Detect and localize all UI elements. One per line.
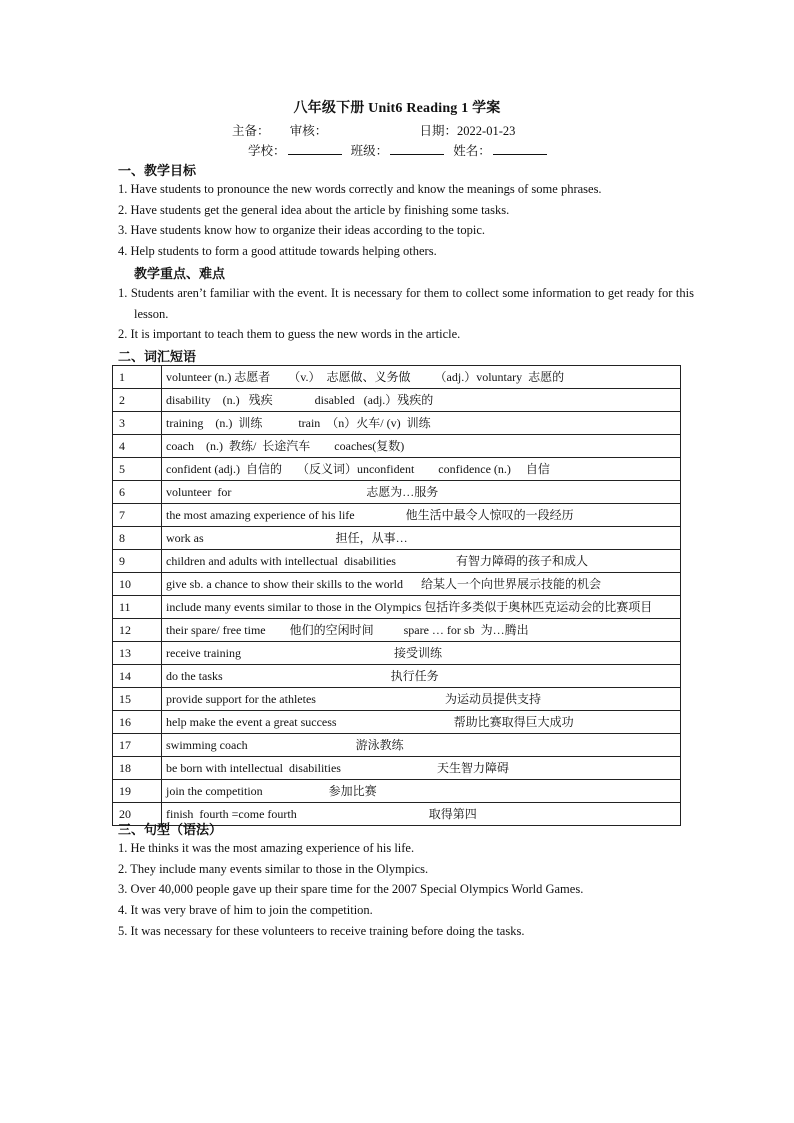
row-content: receive training 接受训练: [162, 642, 681, 665]
section-heading-vocabulary: 二、词汇短语: [118, 350, 197, 365]
date-text: 日期：2022-01-23: [419, 124, 516, 138]
student-info-line: [248, 141, 553, 159]
row-content: be born with intellectual disabilities 天生智力障碍: [162, 757, 681, 780]
row-number: 10: [113, 573, 162, 596]
row-content: volunteer (n.) 志愿者 （v.） 志愿做、义务做 （adj.）voluntary 志愿的: [162, 366, 681, 389]
row-number: 9: [113, 550, 162, 573]
table-row: [113, 780, 681, 803]
row-number: 3: [113, 412, 162, 435]
table-row: [113, 481, 681, 504]
section-heading-objectives: 一、教学目标: [118, 164, 197, 179]
sentence-item: 4. It was very brave of him to join the competition.: [118, 903, 373, 917]
table-row: [113, 527, 681, 550]
row-content: do the tasks 执行任务: [162, 665, 681, 688]
table-row: [113, 688, 681, 711]
sentence-item: 1. He thinks it was the most amazing experience of his life.: [118, 841, 415, 855]
row-content: volunteer for 志愿为…服务: [162, 481, 681, 504]
row-content: training (n.) 训练 train （n）火车/ (v) 训练: [162, 412, 681, 435]
sentence-item: 5. It was necessary for these volunteers to receive training before doing the tasks.: [118, 924, 525, 938]
row-number: 19: [113, 780, 162, 803]
key-point-item: 2. It is important to teach them to guess the new words in the article.: [118, 327, 461, 341]
reviewer-label: 审核：: [289, 124, 328, 138]
row-number: 12: [113, 619, 162, 642]
row-number: 11: [113, 596, 162, 619]
row-number: 15: [113, 688, 162, 711]
row-number: 6: [113, 481, 162, 504]
row-number: 17: [113, 734, 162, 757]
sentence-item: 2. They include many events similar to those in the Olympics.: [118, 862, 429, 876]
row-content: join the competition 参加比赛: [162, 780, 681, 803]
table-row: [113, 412, 681, 435]
document-title: 八年级下册 Unit6 Reading 1 学案: [293, 101, 501, 116]
objective-item: 4. Help students to form a good attitude towards helping others.: [118, 244, 437, 258]
objective-item: 3. Have students know how to organize their ideas according to the topic.: [118, 223, 486, 237]
table-row: [113, 711, 681, 734]
row-number: 13: [113, 642, 162, 665]
row-number: 16: [113, 711, 162, 734]
row-number: 2: [113, 389, 162, 412]
school-blank[interactable]: [288, 142, 342, 155]
school-label: 学校：: [248, 144, 286, 158]
row-number: 1: [113, 366, 162, 389]
row-content: provide support for the athletes 为运动员提供支持: [162, 688, 681, 711]
row-number: 14: [113, 665, 162, 688]
row-number: 8: [113, 527, 162, 550]
name-label: 姓名：: [453, 144, 491, 158]
key-point-item: 1. Students aren’t familiar with the event. It is necessary for them to collect some information to get ready for this lesson.: [118, 286, 694, 321]
row-number: 5: [113, 458, 162, 481]
sentence-item: 3. Over 40,000 people gave up their spare time for the 2007 Special Olympics World Games.: [118, 882, 584, 896]
class-blank[interactable]: [390, 142, 444, 155]
row-content: children and adults with intellectual disabilities 有智力障碍的孩子和成人: [162, 550, 681, 573]
row-number: 7: [113, 504, 162, 527]
table-row: [113, 573, 681, 596]
row-content: help make the event a great success 帮助比赛取得巨大成功: [162, 711, 681, 734]
table-row: [113, 757, 681, 780]
row-content: the most amazing experience of his life 他生活中最令人惊叹的一段经历: [162, 504, 681, 527]
row-content: work as 担任，从事…: [162, 527, 681, 550]
vocabulary-table: [112, 365, 681, 826]
row-content: coach (n.) 教练/ 长途汽车 coaches(复数): [162, 435, 681, 458]
row-content: include many events similar to those in the Olympics 包括许多类似于奥林匹克运动会的比赛项目: [162, 596, 681, 619]
row-number: 20: [113, 803, 162, 826]
row-number: 18: [113, 757, 162, 780]
table-row: [113, 389, 681, 412]
row-content: give sb. a chance to show their skills to the world 给某人一个向世界展示技能的机会: [162, 573, 681, 596]
objective-item: 2. Have students get the general idea about the article by finishing some tasks.: [118, 203, 510, 217]
table-row: [113, 458, 681, 481]
row-number: 4: [113, 435, 162, 458]
table-row: [113, 734, 681, 757]
subheading-key-points: 教学重点、难点: [134, 267, 226, 282]
table-row: [113, 504, 681, 527]
section-heading-sentences: 三、句型（语法）: [118, 823, 223, 838]
objective-item: 1. Have students to pronounce the new words correctly and know the meanings of some phrases.: [118, 182, 602, 196]
row-content: swimming coach 游泳教练: [162, 734, 681, 757]
class-label: 班级：: [350, 144, 389, 158]
name-blank[interactable]: [493, 142, 547, 155]
row-content: disability (n.) 残疾 disabled (adj.）残疾的: [162, 389, 681, 412]
table-row: [113, 550, 681, 573]
editor-label: 主备：: [232, 124, 270, 138]
table-row: [113, 642, 681, 665]
author-line: [232, 121, 515, 139]
table-row: [113, 619, 681, 642]
row-content: their spare/ free time 他们的空闲时间 spare … for sb 为…腾出: [162, 619, 681, 642]
table-row: [113, 435, 681, 458]
table-row: [113, 665, 681, 688]
row-content: confident (adj.) 自信的 （反义词）unconfident confidence (n.) 自信: [162, 458, 681, 481]
row-content: finish fourth =come fourth 取得第四: [162, 803, 681, 826]
table-row: [113, 366, 681, 389]
table-row: [113, 596, 681, 619]
